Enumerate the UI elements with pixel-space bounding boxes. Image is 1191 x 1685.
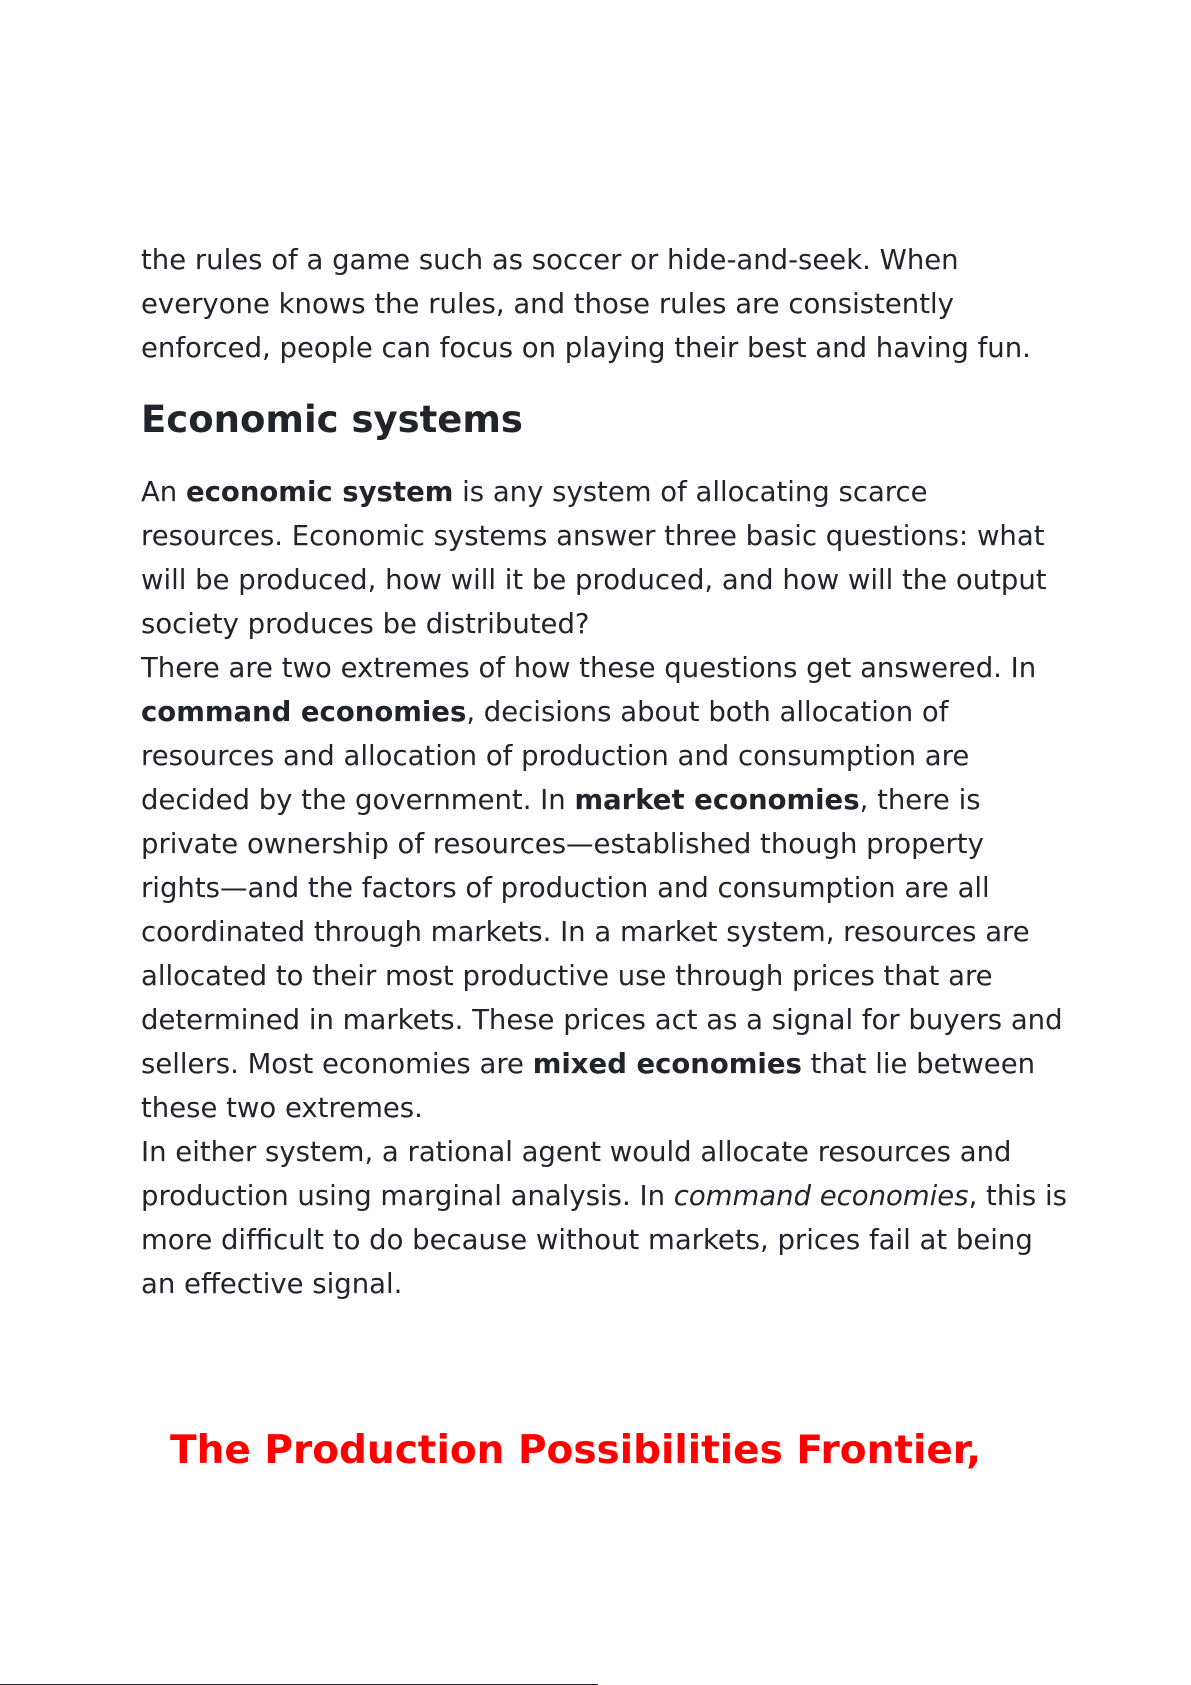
paragraph-extremes <box>141 646 1071 1130</box>
next-section-heading: The Production Possibilities Frontier, <box>170 1428 982 1473</box>
text-run: is any system of allocating scarce resources. Economic systems answer three basic questions: what will be produced, how will it be produced, and how will the output society produces be distributed? <box>141 476 1047 640</box>
text-run: There are two extremes of how these questions get answered. In <box>141 652 1037 684</box>
term-economic-system: economic system <box>185 476 454 508</box>
text-run: that lie between these two extremes. <box>141 1048 1036 1124</box>
term-command-economies: command economies <box>141 696 467 728</box>
text-run: , this is more difﬁcult to do because without markets, prices fail at being an effective signal. <box>141 1180 1067 1300</box>
text-run: , there is private ownership of resources—established though property rights—and the factors of production and consumption are all coordinated through markets. In a market system, resources are allocated to their most productive use through prices that are determined in markets. These prices act as a signal for buyers and sellers. Most economies are <box>141 784 1063 1080</box>
text-run: An <box>141 476 186 508</box>
paragraph-economic-system <box>141 470 1071 646</box>
text-run: In either system, a rational agent would allocate resources and production using marginal analysis. In <box>141 1136 1012 1212</box>
term-mixed-economies: mixed economies <box>532 1048 802 1080</box>
section-heading: Economic systems <box>141 398 523 441</box>
term-market-economies: market economies <box>574 784 860 816</box>
paragraph-rational-agent <box>141 1130 1071 1306</box>
document-body <box>141 238 1071 1306</box>
text-run: , decisions about both allocation of resources and allocation of production and consumption are decided by the government. In <box>141 696 970 816</box>
continuation-paragraph: the rules of a game such as soccer or hide-and-seek. When everyone knows the rules, and those rules are consistently enforced, people can focus on playing their best and having fun. <box>141 244 1031 364</box>
emphasis-command-economies: command economies <box>673 1180 969 1212</box>
